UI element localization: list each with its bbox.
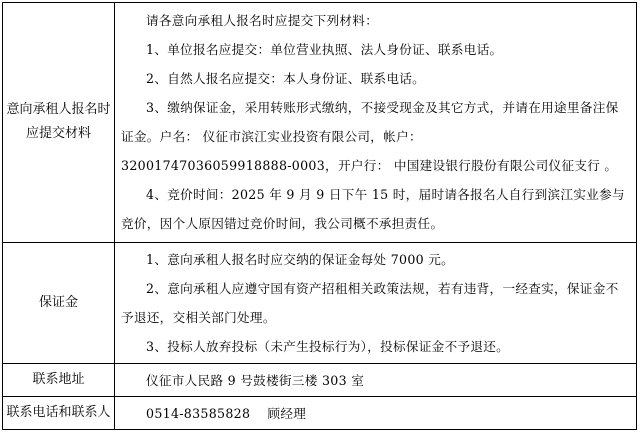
row-label-materials: 意向承租人报名时应提交材料: [3, 3, 115, 243]
row-content-materials: [115, 3, 637, 243]
paragraph: 2、自然人报名应提交：本人身份证、联系电话。: [146, 71, 426, 87]
contact-text: 0514-83585828 顾经理: [146, 405, 307, 421]
table-row: [3, 242, 637, 363]
row-content-address: [115, 364, 637, 397]
paragraph: 3、投标人放弃投标（未产生投标行为），投标保证金不予退还。: [146, 338, 510, 354]
paragraph: 2、意向承租人应遵守国有资产招租相关政策法规，若有违背，一经查实，保证金不予退还，交相关部门处理。: [121, 280, 619, 325]
address-text: 仪征市人民路 9 号鼓楼街三楼 303 室: [146, 372, 365, 388]
paragraph: 请各意向承租人报名时应提交下列材料：: [146, 13, 379, 29]
row-label-deposit: 保证金: [3, 242, 115, 363]
info-table: [2, 2, 637, 430]
table-row: [3, 364, 637, 397]
paragraph: 1、单位报名应提交：单位营业执照、法人身份证、联系电话。: [146, 42, 503, 58]
row-content-deposit: [115, 242, 637, 363]
paragraph: 32001747036059918888-0003，开户行： 中国建设银行股份有限公司仪征支行 。: [121, 158, 618, 174]
row-label-contact: 联系电话和联系人: [3, 397, 115, 430]
row-label-address: 联系地址: [3, 364, 115, 397]
table-row: [3, 397, 637, 430]
paragraph: 4、竞价时间：2025 年 9 月 9 日下午 15 时，届时请各报名人自行到滨江实业参与竞价，因个人原因错过竞价时间，我公司概不承担责任。: [121, 187, 625, 232]
paragraph: 3、缴纳保证金，采用转账形式缴纳，不接受现金及其它方式，并请在用途里备注保证金。户名： 仪征市滨江实业投资有限公司，帐户：: [121, 100, 619, 145]
paragraph: 1、意向承租人报名时应交纳的保证金每处 7000 元。: [146, 251, 455, 267]
row-content-contact: [115, 397, 637, 430]
table-row: [3, 3, 637, 243]
